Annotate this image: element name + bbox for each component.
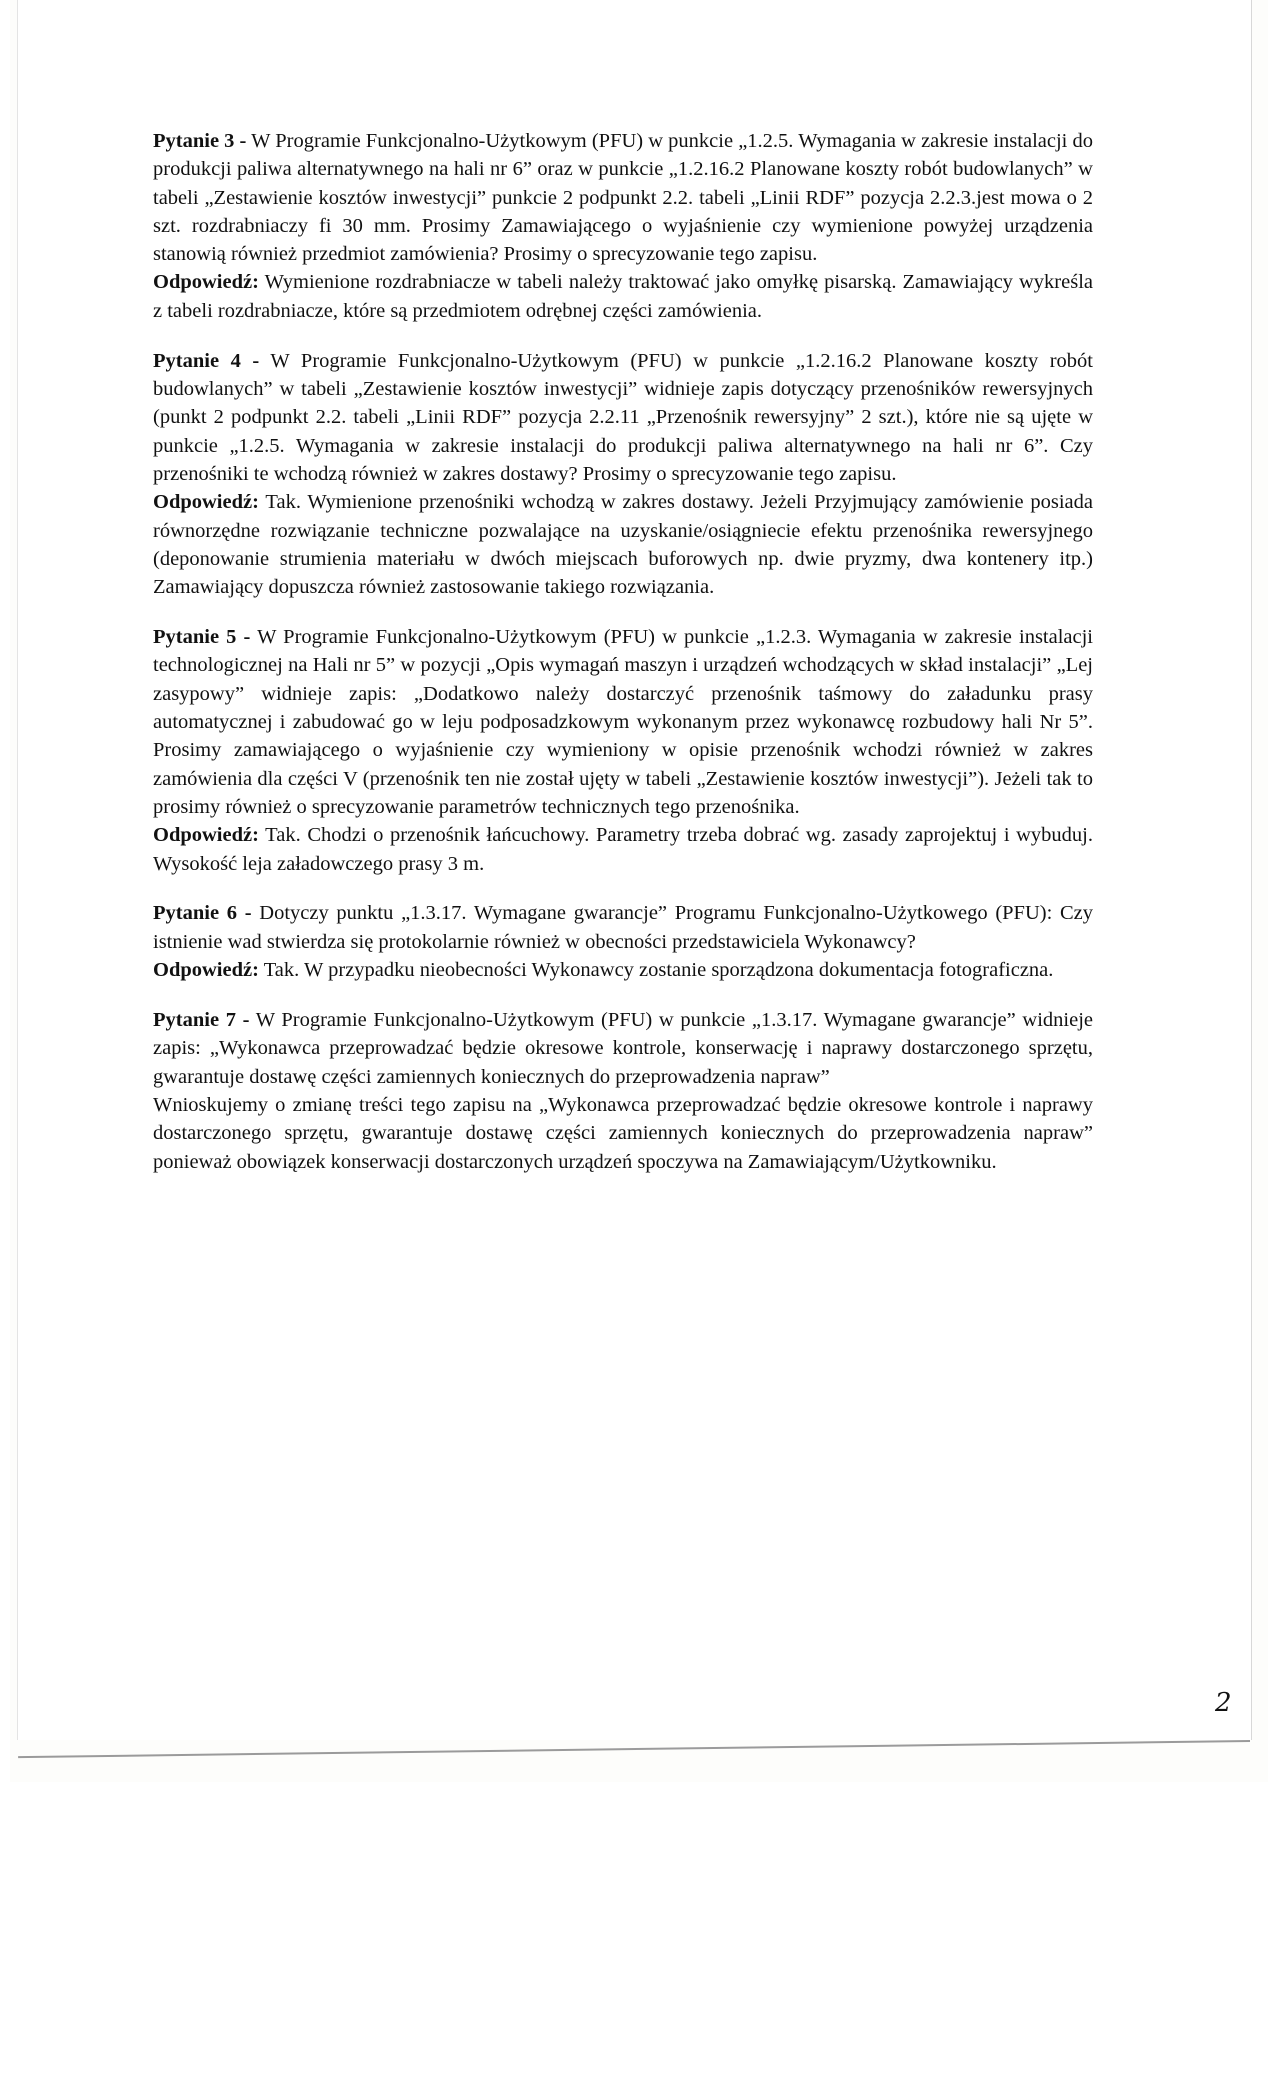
answer-body: Tak. W przypadku nieobecności Wykonawcy zostanie sporządzona dokumentacja fotograficzna. [263, 959, 1054, 982]
answer-body: Tak. Chodzi o przenośnik łańcuchowy. Parametry trzeba dobrać wg. zasady zaprojektuj i wybuduj. Wysokość leja załadowczego prasy 3 m. [153, 824, 1093, 875]
question-4 [153, 347, 1093, 602]
question-label: Pytanie 6 - [153, 902, 252, 925]
page-number: 2 [1215, 1688, 1232, 1718]
answer-3-text [153, 268, 1093, 325]
document-body [153, 127, 1093, 1198]
question-label: Pytanie 4 - [153, 349, 260, 372]
question-3 [153, 127, 1093, 325]
question-body: W Programie Funkcjonalno-Użytkowym (PFU) w punkcie „1.2.16.2 Planowane koszty robót budowlanych” w tabeli „Zestawienie kosztów inwestycji” widnieje zapis dotyczący przenośników rewersyjnych (punkt 2 podpunkt 2.2. tabeli „Linii RDF” pozycja 2.2.11 „Przenośnik rewersyjny” 2 szt.), które nie są ujęte w punkcie „1.2.5. Wymagania w zakresie instalacji do produkcji paliwa alternatywnego na hali nr 6”. Czy przenośniki te wchodzą również w zakres dostawy? Prosimy o sprecyzowanie tego zapisu. [153, 349, 1094, 485]
question-label: Pytanie 5 - [153, 626, 251, 649]
answer-label: Odpowiedź: [153, 959, 259, 982]
question-7-text [153, 1006, 1093, 1091]
answer-label: Odpowiedź: [153, 824, 259, 847]
question-body: Dotyczy punktu „1.3.17. Wymagane gwarancje” Programu Funkcjonalno-Użytkowego (PFU): Czy istnienie wad stwierdza się protokolarnie również w obecności przedstawiciela Wykonawcy? [153, 902, 1094, 953]
question-4-text [153, 347, 1093, 488]
answer-body: Wymienione rozdrabniacze w tabeli należy traktować jako omyłkę pisarską. Zamawiający wykreśla z tabeli rozdrabniacze, które są przedmiotem odrębnej części zamówienia. [153, 271, 1093, 322]
question-5 [153, 623, 1093, 878]
answer-label: Odpowiedź: [153, 271, 259, 294]
question-7 [153, 1006, 1093, 1176]
answer-4-text [153, 488, 1093, 601]
question-label: Pytanie 7 - [153, 1009, 250, 1032]
question-3-text [153, 127, 1093, 268]
question-6-text [153, 899, 1093, 956]
question-7-request: Wnioskujemy o zmianę treści tego zapisu na „Wykonawca przeprowadzać będzie okresowe kontrole i naprawy dostarczonego sprzętu, gwarantuje dostawę części zamiennych koniecznych do przeprowadzenia napraw” ponieważ obowiązek konserwacji dostarczonych urządzeń spoczywa na Zamawiającym/Użytkowniku. [153, 1093, 1093, 1173]
answer-5-text [153, 821, 1093, 878]
answer-6-text [153, 956, 1093, 984]
question-label: Pytanie 3 - [153, 130, 247, 152]
question-5-text [153, 623, 1093, 821]
question-body: W Programie Funkcjonalno-Użytkowym (PFU) w punkcie „1.2.5. Wymagania w zakresie instalacji do produkcji paliwa alternatywnego na hali nr 6” oraz w punkcie „1.2.16.2 Planowane koszty robót budowlanych” w tabeli „Zestawienie kosztów inwestycji” punkcie 2 podpunkt 2.2. tabeli „Linii RDF” pozycja 2.2.3.jest mowa o 2 szt. rozdrabniaczy fi 30 mm. Prosimy Zamawiającego o wyjaśnienie czy wymienione powyżej urządzenia stanowią również przedmiot zamówienia? Prosimy o sprecyzowanie tego zapisu. [153, 130, 1093, 266]
question-body: W Programie Funkcjonalno-Użytkowym (PFU) w punkcie „1.3.17. Wymagane gwarancje” widnieje zapis: „Wykonawca przeprowadzać będzie okresowe kontrole, konserwację i naprawy dostarczonego sprzętu, gwarantuje dostawę części zamiennych koniecznych do przeprowadzenia napraw” [153, 1009, 1093, 1088]
answer-body: Tak. Wymienione przenośniki wchodzą w zakres dostawy. Jeżeli Przyjmujący zamówienie posiada równorzędne rozwiązanie techniczne pozwalające na uzyskanie/osiągniecie efektu przenośnika rewersyjnego (deponowanie strumienia materiału w dwóch miejscach buforowych np. dwie pryzmy, dwa kontenery itp.) Zamawiający dopuszcza również zastosowanie takiego rozwiązania. [153, 491, 1093, 599]
question-body: W Programie Funkcjonalno-Użytkowym (PFU) w punkcie „1.2.3. Wymagania w zakresie instalacji technologicznej na Hali nr 5” w pozycji „Opis wymagań maszyn i urządzeń wchodzących w skład instalacji” „Lej zasypowy” widnieje zapis: „Dodatkowo należy dostarczyć przenośnik taśmowy do załadunku prasy automatycznej i zabudować go w leju podposadzkowym wykonanym przez wykonawcę rozbudowy hali Nr 5”. Prosimy zamawiającego o wyjaśnienie czy wymieniony w opisie przenośnik wchodzi również w zakres zamówienia dla części V (przenośnik ten nie został ujęty w tabeli „Zestawienie kosztów inwestycji”). Jeżeli tak to prosimy również o sprecyzowanie parametrów technicznych tego przenośnika. [153, 626, 1094, 818]
question-6 [153, 899, 1093, 984]
answer-label: Odpowiedź: [153, 491, 259, 514]
